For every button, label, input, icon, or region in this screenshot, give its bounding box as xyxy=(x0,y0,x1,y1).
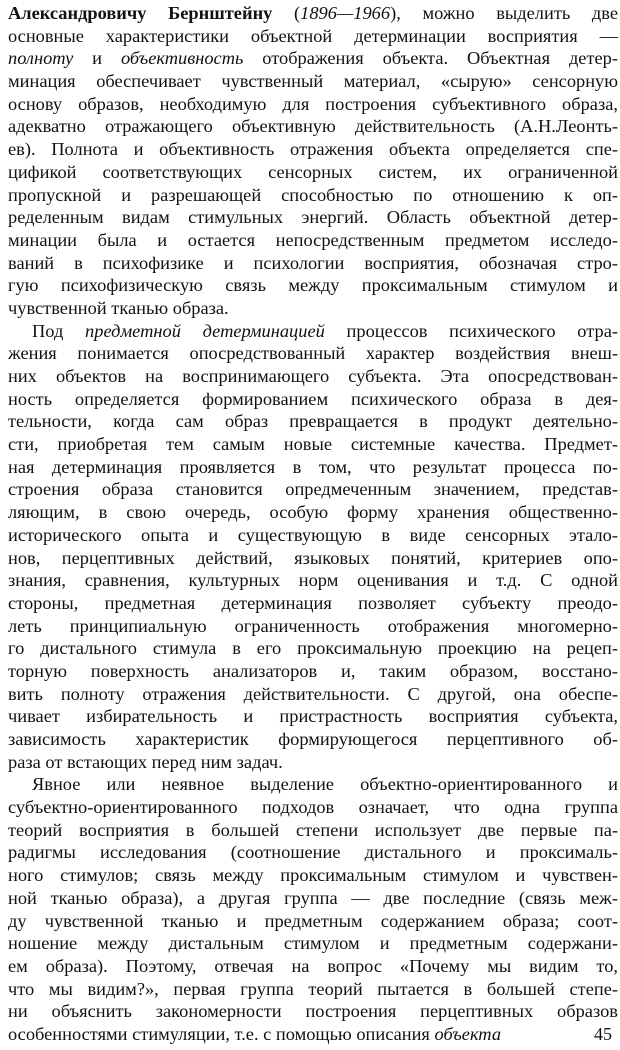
text-run: тельности, когда сам образ превращается в продукт деятельно- xyxy=(8,411,618,432)
text-run: чувственной тканью образа. xyxy=(8,297,229,318)
text-run: основу образов, необходимую для построения субъективного образа, xyxy=(8,93,618,114)
text-line xyxy=(8,47,618,70)
text-line xyxy=(8,93,618,116)
text-line xyxy=(8,592,618,615)
text-run: исторического опыта и существующую в виде сенсорных этало- xyxy=(8,524,618,545)
text-line xyxy=(8,388,618,411)
text-line xyxy=(8,569,618,592)
text-line xyxy=(8,115,618,138)
text-run: субъектно-ориентированного подходов означает, что одна группа xyxy=(8,797,618,818)
text-line xyxy=(8,1000,618,1023)
text-run: ного стимулов; связь между проксимальным стимулом и чувствен- xyxy=(8,865,618,886)
text-run: торную поверхность анализаторов и, таким образом, восстано- xyxy=(8,660,618,681)
text-run: минации была и остается непосредственным предметом исследо- xyxy=(8,229,618,250)
text-run: ная детерминация проявляется в том, что результат процесса по- xyxy=(8,456,618,477)
text-line xyxy=(8,342,618,365)
text-line xyxy=(8,433,618,456)
text-line xyxy=(8,796,618,819)
text-line xyxy=(8,751,618,774)
text-run: ваний в психофизике и психологии восприятия, обозначая стро- xyxy=(8,252,618,273)
text-line xyxy=(8,161,618,184)
text-run: ем образа). Поэтому, отвечая на вопрос «Почему мы видим то, xyxy=(8,955,618,976)
text-run: строения образа становится опредмеченным значением, представ- xyxy=(8,479,618,500)
italic-text: предметной детерминацией xyxy=(85,320,325,341)
text-run: минация обеспечивает чувственный материал, «сырую» сенсорную xyxy=(8,71,618,92)
text-line xyxy=(8,819,618,842)
text-line xyxy=(8,615,618,638)
text-line xyxy=(8,2,618,25)
text-line xyxy=(8,547,618,570)
text-run: что мы видим?», первая группа теорий пытается в большей степе- xyxy=(8,978,618,999)
text-line xyxy=(8,1023,618,1046)
text-run: основные характеристики объектной детерминации восприятия — xyxy=(8,25,618,46)
text-run: ни объяснить закономерности построения перцептивных образов xyxy=(8,1001,618,1022)
text-line xyxy=(8,637,618,660)
italic-text: 1896—1966 xyxy=(300,3,391,23)
text-line xyxy=(8,910,618,933)
text-run: ду чувственной тканью и предметным содержанием образа; соот- xyxy=(8,910,618,931)
text-run: чивает избирательность и пристрастность восприятия субъекта, xyxy=(8,706,618,727)
text-line xyxy=(8,524,618,547)
text-line xyxy=(8,773,618,796)
text-line xyxy=(8,978,618,1001)
paragraph xyxy=(8,773,618,1045)
text-run: пропускной и разрешающей способностью по отношению к оп- xyxy=(8,184,618,205)
text-run: стороны, предметная детерминация позволяет субъекту преодо- xyxy=(8,592,618,613)
text-line xyxy=(8,252,618,275)
text-run: ), можно выделить две xyxy=(390,3,618,23)
italic-text: объективность xyxy=(120,48,244,69)
text-run: особенностями стимуляции, т.е. с помощью описания xyxy=(8,1023,435,1044)
text-run: адекватно отражающего объективную действительность (А.Н.Леонть- xyxy=(8,116,618,137)
text-line xyxy=(8,660,618,683)
text-line xyxy=(8,25,618,48)
text-line xyxy=(8,728,618,751)
text-line xyxy=(8,841,618,864)
text-run: ( xyxy=(272,3,301,23)
text-run: и xyxy=(73,48,121,69)
text-run: сти, приобретая тем самым новые системные качества. Предмет- xyxy=(8,434,618,455)
text-run: знания, сравнения, культурных норм оценивания и т.д. С одной xyxy=(8,570,618,591)
italic-text: объекта xyxy=(434,1023,502,1044)
text-run: цификой соответствующих сенсорных систем, их ограниченной xyxy=(8,161,618,182)
text-line xyxy=(8,478,618,501)
text-run: зависимость характеристик формирующегося перцептивного об- xyxy=(8,729,618,749)
text-line xyxy=(8,297,618,320)
text-run: ев). Полнота и объективность отражения объекта определяется спе- xyxy=(8,139,618,160)
text-line xyxy=(8,887,618,910)
text-line xyxy=(8,705,618,728)
text-run: ношение между дистальным стимулом и предметным содержани- xyxy=(8,933,618,954)
text-line xyxy=(8,229,618,252)
text-line xyxy=(8,683,618,706)
text-run: теорий восприятия в большей степени использует две первые па- xyxy=(8,819,618,840)
text-line xyxy=(8,955,618,978)
text-run: ляющим, в свою очередь, особую форму хранения общественно- xyxy=(8,502,618,523)
text-line xyxy=(8,138,618,161)
text-line xyxy=(8,932,618,955)
text-line xyxy=(8,206,618,229)
text-line xyxy=(8,864,618,887)
text-run: жения понимается опосредствованный характер воздействия внеш- xyxy=(8,343,618,364)
text-run: леть принципиальную ограниченность отображения многомерно- xyxy=(8,615,618,636)
text-run: радигмы исследования (соотношение дистального и проксималь- xyxy=(8,842,618,863)
paragraph xyxy=(8,320,618,774)
italic-text: полноту xyxy=(8,48,74,69)
paragraph xyxy=(8,2,618,320)
text-line xyxy=(8,456,618,479)
text-run: гую психофизическую связь между проксимальным стимулом и xyxy=(8,275,618,296)
page-number: 45 xyxy=(594,1024,612,1044)
text-line xyxy=(8,320,618,343)
text-run: го дистального стимула в его проксимальную проекцию на рецеп- xyxy=(8,638,618,659)
body-text xyxy=(8,2,618,1046)
text-run: отображения объекта. Объектная детер- xyxy=(243,48,618,69)
text-run: Под xyxy=(32,320,86,341)
text-run: ределенным видам стимульных энергий. Область объектной детер- xyxy=(8,207,618,228)
text-run: ность определяется формированием психического образа в дея- xyxy=(8,388,618,409)
text-run: процессов психического отра- xyxy=(324,320,619,341)
text-line xyxy=(8,274,618,297)
text-line xyxy=(8,410,618,433)
bold-text: Александровичу Бернштейну xyxy=(8,3,273,23)
text-run: нов, перцептивных действий, языковых понятий, критериев опо- xyxy=(8,547,618,568)
text-line xyxy=(8,365,618,388)
text-run: раза от встающих перед ним задач. xyxy=(8,751,283,772)
text-line xyxy=(8,184,618,207)
text-run: вить полноту отражения действительности. С другой, она обеспе- xyxy=(8,683,618,704)
text-run: Явное или неявное выделение объектно-ориентированного и xyxy=(32,774,618,795)
text-run: ной тканью образа), а другая группа — две последние (связь меж- xyxy=(8,887,618,908)
text-line xyxy=(8,501,618,524)
text-line xyxy=(8,70,618,93)
text-run: них объектов на воспринимающего субъекта. Эта опосредствован- xyxy=(8,366,618,386)
